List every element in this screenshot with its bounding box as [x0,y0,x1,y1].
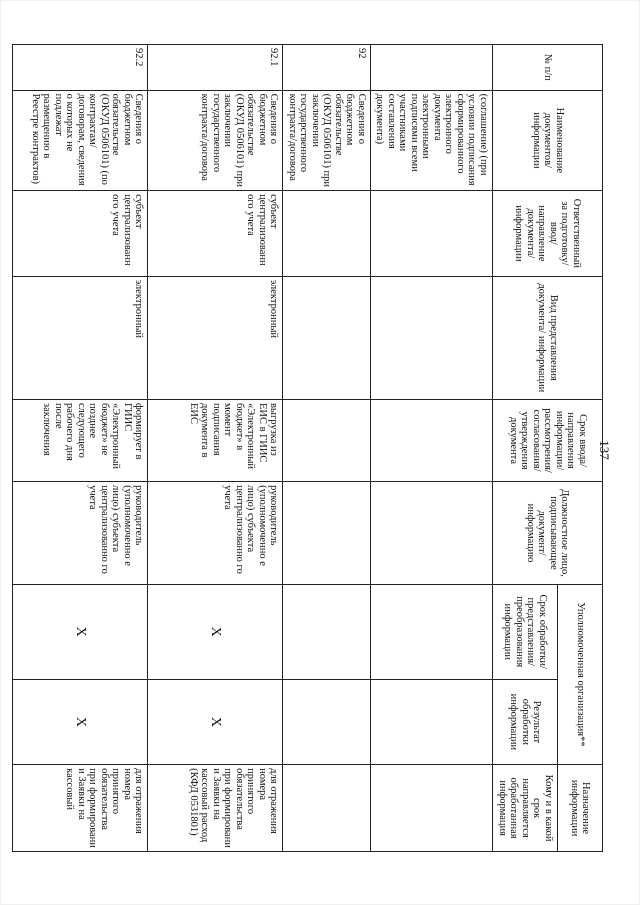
page-number: 137 [597,440,612,460]
cell-no [371,45,493,91]
cell-type: электронный [13,276,148,399]
header-no: № п/п [493,45,603,91]
document-table [13,44,604,852]
cell-responsible: субъект централизованн ого учета [13,191,148,277]
header-term: Срок ввода/ направления информации/ рассмотрения/ согласования/ утверждения документа [493,399,603,481]
cell-term [371,399,493,481]
cell-responsible [371,191,493,277]
header-official: Должностное лицо, подписывающее документ/ информацию [493,482,603,585]
cell-name: (соглашение) (при условии подписания сформированного электронного документа электронными подписями всеми участниками составления документа) [371,90,493,190]
cell-sub-result: X [148,679,283,765]
cell-official [371,482,493,585]
cell-sub-result: X [13,679,148,765]
cell-term [283,399,371,481]
cell-official: руководитель (уполномоченно е лицо) субъекта централизованно го учета [148,482,283,585]
rotated-page [30,44,603,852]
cell-responsible: субъект централизованн ого учета [148,191,283,277]
cell-sub-term: X [148,584,283,679]
cell-sub-term: X [13,584,148,679]
header-type: Вид представления документа/ информации [493,276,603,399]
cell-official [283,482,371,585]
cell-official: руководитель (уполномоченно е лицо) субъекта централизованно го учета [13,482,148,585]
cell-term: выгрузка из ЕИС в ГИИС «Электронный бюджет» в момент подписания документа в ЕИС [148,399,283,481]
header-name: Наименование документов/информации [493,90,603,190]
header-authorized-org: Уполномоченная организация** [558,584,603,764]
cell-name: Сведения о бюджетном обязательстве (ОКУД 0506101) при заключении государственного контракта/договора [148,90,283,190]
cell-sub-term [283,584,371,679]
cell-name: Сведения о бюджетном обязательстве (ОКУД 0506101) при заключении государственного контракта/договора [283,90,371,190]
cell-to-whom [371,765,493,852]
table-row [371,45,493,852]
cell-name: Сведения о бюджетном обязательстве (ОКУД 0506101) (по контрактам/договорам, сведения о которых не подлежат размещению в Реестре контрактов) [13,90,148,190]
cell-to-whom: для отражения номера принятого обязательства при формировани и Заявки на кассовый расход (КФД 0531801) [148,765,283,852]
cell-to-whom: для отражения номера принятого обязательства при формировани и Заявки на кассовый [13,765,148,852]
cell-term: формирует в ГИИС «Электронный бюджет» не позднее следующего рабочего дня после заключения [13,399,148,481]
cell-no: 92.1 [148,45,283,91]
cell-no: 92 [283,45,371,91]
header-sub-result: Результат обработки информации [493,679,558,765]
cell-to-whom [283,765,371,852]
cell-sub-term [371,584,493,679]
header-to-whom: Кому и в какой срок направляется обработанная информация [493,765,558,852]
cell-sub-result [371,679,493,765]
cell-responsible [283,191,371,277]
cell-type [283,276,371,399]
table-row [13,45,148,852]
table-row [283,45,371,852]
header-row-1 [558,45,603,852]
header-responsible: Ответственный за подготовку/ ввод/ направление документа/ информации [493,191,603,277]
cell-type [371,276,493,399]
cell-no: 92.2 [13,45,148,91]
header-sub-term: Срок обработки/ представления/ преобразования информации [493,584,558,679]
header-purpose: Назначение информации [558,765,603,852]
cell-sub-result [283,679,371,765]
table-row [148,45,283,852]
cell-type: электронный [148,276,283,399]
